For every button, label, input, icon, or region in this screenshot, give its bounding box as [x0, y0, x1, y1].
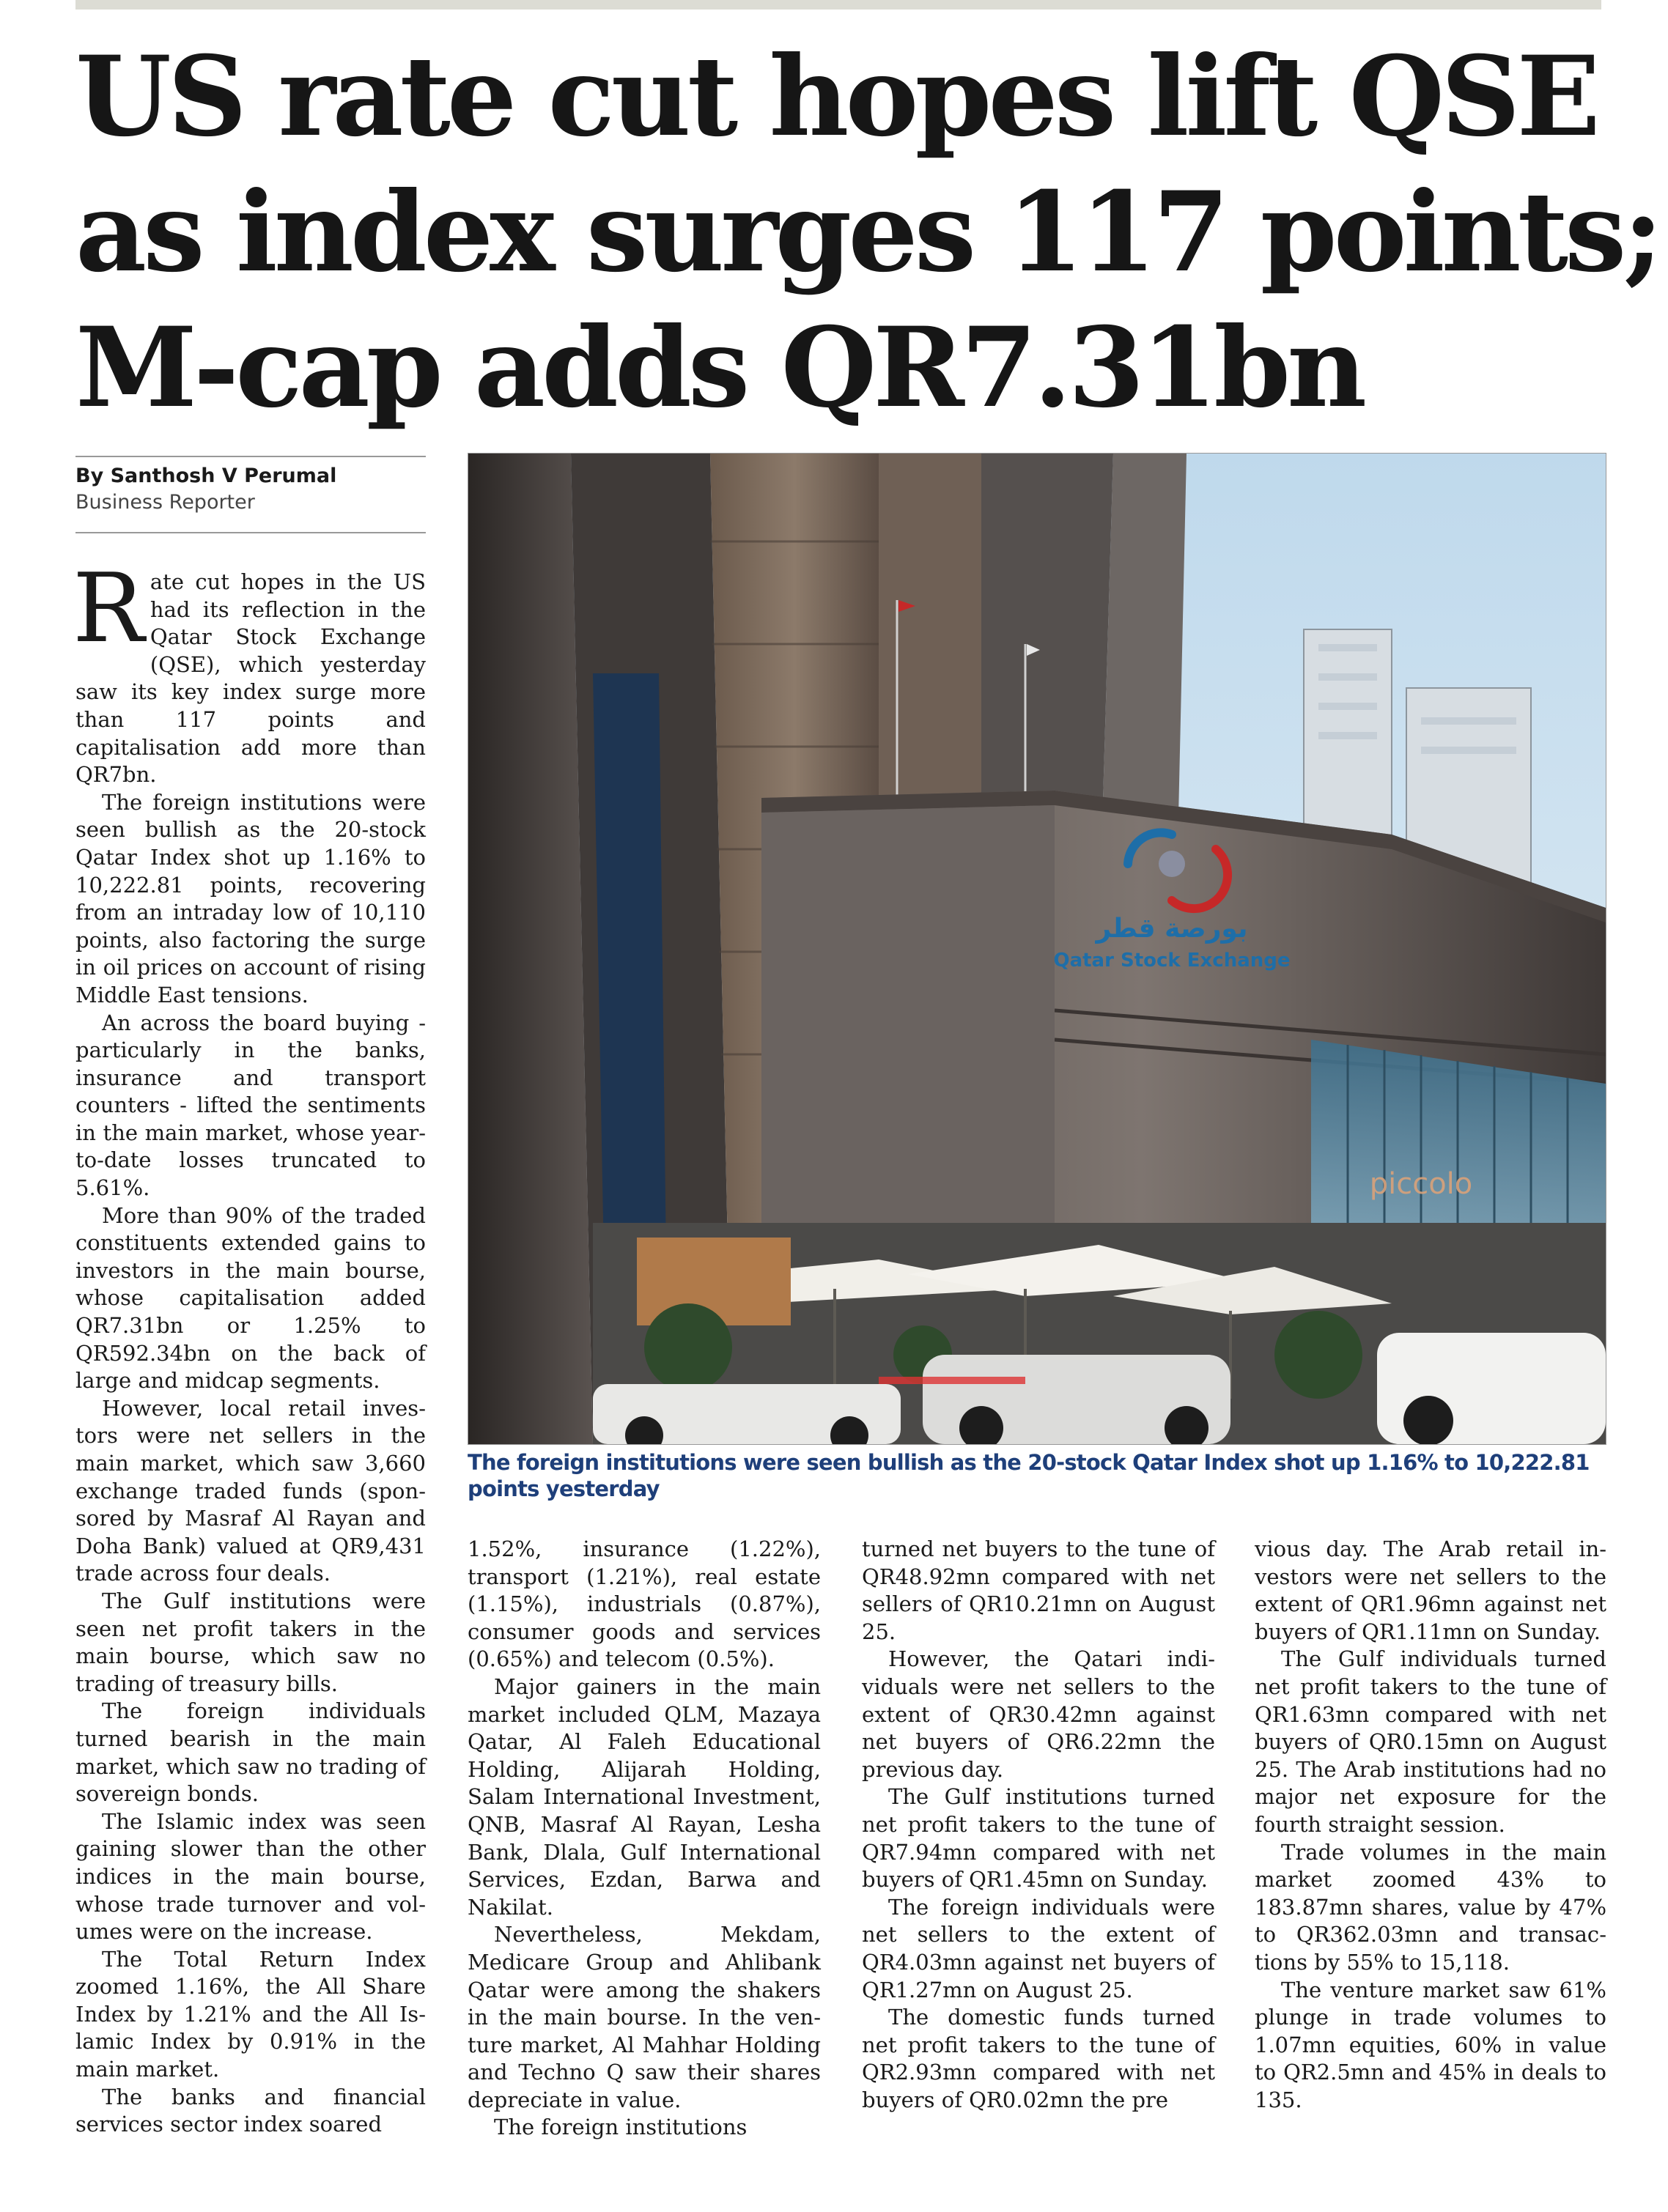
- article-paragraph: The domestic funds turned net profit takers to the tune of QR2.93mn compared with net buyers of QR0.02mn the pre: [862, 2005, 1215, 2112]
- article-paragraph: Nevertheless, Mekdam, Medicare Group and Ahlibank Qatar were among the shakers in the main bourse. In the venture market, Al Mahhar Holding and Techno Q saw their shares depreciate in value.: [468, 1922, 821, 2112]
- article-paragraph: The banks and financial services sector index soared: [75, 2084, 426, 2137]
- byline-top-rule: [75, 456, 426, 457]
- headline-line-2: as index surges 117 points;: [75, 168, 1660, 297]
- drop-cap: R: [73, 552, 144, 664]
- article-paragraph: 1.52%, insurance (1.22%), transport (1.21%), real estate (1.15%), industrials (0.87%), consumer goods and services (0.65%) and telecom (0.5%).: [468, 1536, 821, 1672]
- article-paragraph: The Gulf institutions turned net profit takers to the tune of QR7.94mn compared with net buyers of QR1.45mn on Sunday.: [862, 1784, 1215, 1893]
- sign-arabic-text: بورصة قطر: [1096, 914, 1248, 944]
- article-column-1: [73, 552, 426, 2210]
- byline-role: Business Reporter: [75, 491, 255, 514]
- article-column-2: [468, 1536, 821, 2206]
- qse-building-photo: [468, 453, 1606, 1445]
- article-column-4: [1255, 1536, 1606, 2206]
- headline-line-1: US rate cut hopes lift QSE: [75, 32, 1597, 161]
- photo-caption: The foreign institutions were seen bullish as the 20-stock Qatar Index shot up 1.16% to 10,222.81 points yesterday: [468, 1450, 1590, 1501]
- sign-english-text: Qatar Stock Exchange: [1053, 950, 1291, 972]
- article-paragraph: The Gulf individuals turned net profit takers to the tune of QR1.63mn compared with net buyers of QR0.15mn on August 25. The Arab institutions had no major net exposure for the fourth straight session.: [1255, 1646, 1606, 1837]
- article-column-3: [862, 1536, 1215, 2206]
- headline: [75, 29, 1660, 436]
- article-paragraph: However, local retail investors were net sellers in the main market, which saw 3,660 exchange traded funds (sponsored by Masraf Al Rayan and Doha Bank) valued at QR9,431 trade across four deals.: [75, 1395, 426, 1586]
- byline-author: By Santhosh V Perumal: [75, 465, 337, 487]
- storefront-text: piccolo: [1369, 1167, 1473, 1201]
- byline: [75, 463, 426, 516]
- article-paragraph: The Total Return Index zoomed 1.16%, the All Share Index by 1.21% and the All Islamic Index by 0.91% in the main market.: [75, 1946, 426, 2082]
- headline-line-3: M-cap adds QR7.31bn: [75, 303, 1364, 432]
- article-paragraph: The Gulf institutions were seen net profit takers in the main bourse, which saw no trading of treasury bills.: [75, 1588, 426, 1696]
- article-paragraph: The foreign individuals were net sellers to the extent of QR4.03mn against net buyers of QR1.27mn on August 25.: [862, 1894, 1215, 2002]
- article-paragraph: Trade volumes in the main market zoomed 43% to 183.87mn shares, value by 47% to QR362.03mn and transactions by 55% to 15,118.: [1255, 1839, 1606, 1975]
- top-rule: [75, 0, 1601, 10]
- article-paragraph: Rate cut hopes in the US had its reflection in the Qatar Stock Exchange (QSE), which yesterday saw its key index surge more than 117 points and capitalisation add more than QR7bn.: [73, 552, 426, 788]
- article-paragraph: However, the Qatari individuals were net sellers to the extent of QR30.42mn against net buyers of QR6.22mn the previous day.: [862, 1646, 1215, 1782]
- byline-bottom-rule: [75, 532, 426, 533]
- article-paragraph: The venture market saw 61% plunge in trade volumes to 1.07mn equities, 60% in value to QR2.5mn and 45% in deals to 135.: [1255, 1977, 1606, 2112]
- article-paragraph: The foreign individuals turned bearish in the main market, which saw no trading of sovereign bonds.: [75, 1698, 426, 1807]
- article-paragraph: turned net buyers to the tune of QR48.92mn compared with net sellers of QR10.21mn on August 25.: [862, 1536, 1215, 1644]
- article-paragraph: vious day. The Arab retail investors were net sellers to the extent of QR1.96mn against net buyers of QR1.11mn on Sunday.: [1255, 1536, 1606, 1644]
- article-paragraph: The foreign institutions: [494, 2115, 748, 2140]
- article-paragraph: More than 90% of the traded constituents extended gains to investors in the main bourse, whose capitalisation added QR7.31bn or 1.25% to QR592.34bn on the back of large and midcap segments.: [75, 1202, 426, 1394]
- article-paragraph: The foreign institutions were seen bullish as the 20-stock Qatar Index shot up 1.16% to 10,222.81 points, recovering from an intraday low of 10,110 points, also factoring the surge in oil prices on account of rising Middle East tensions.: [75, 789, 426, 1007]
- article-paragraph: The Islamic index was seen gaining slower than the other indices in the main bourse, whose trade turnover and volumes were on the increase.: [75, 1808, 426, 1945]
- article-paragraph: An across the board buying - particularly in the banks, insurance and transport counters - lifted the sentiments in the main market, whose year-to-date losses truncated to 5.61%.: [75, 1010, 426, 1201]
- article-paragraph: Major gainers in the main market included QLM, Mazaya Qatar, Al Faleh Educational Holding, Alijarah Holding, Salam International Investment, QNB, Masraf Al Rayan, Lesha Bank, Dlala, Gulf International Services, Ezdan, Barwa and Nakilat.: [468, 1673, 821, 1920]
